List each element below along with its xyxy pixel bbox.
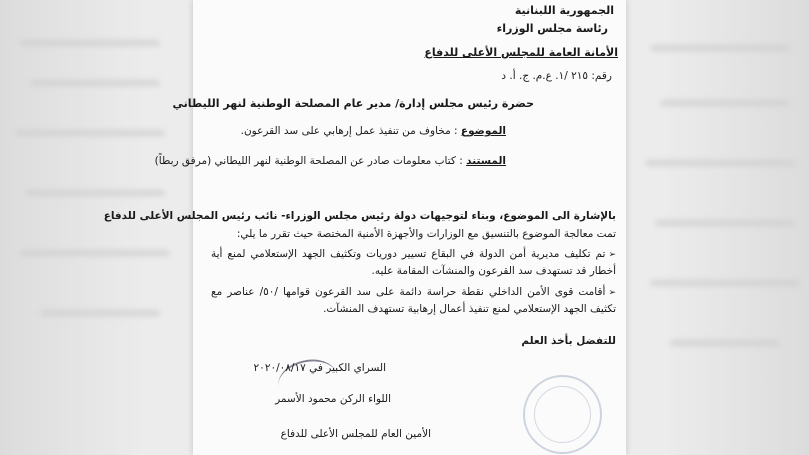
body-line-2: تمت معالجة الموضوع بالتنسيق مع الوزارات والأجهزة الأمنية المختصة حيث تقرر ما يلي: [236,228,616,240]
background-blur-line [25,190,165,196]
signer-name: اللواء الركن محمود الأسمر [275,393,391,405]
bullet-arrow-icon: ➢ [608,288,616,298]
subject-text: : مخاوف من تنفيذ عمل إرهابي على سد القرعون. [240,125,458,137]
background-blur-line [645,160,795,166]
background-blur-line [660,100,790,106]
bullet-arrow-icon: ➢ [608,250,616,260]
document-page [103,0,626,455]
header-country: الجمهورية اللبنانية [514,4,614,17]
background-blur-line [15,130,165,136]
place-date: السراي الكبير في ٢٠٢٠/٠٨/١٧ [253,362,386,374]
closing-line: للتفضل بأخذ العلم [521,335,616,347]
background-blur-line [40,310,160,316]
reference-number [501,70,612,83]
header-secretariat: الأمانة العامة للمجلس الأعلى للدفاع [424,46,618,59]
body-point-2-text: أقامت قوى الأمن الداخلي نقطة حراسة دائمة على سد القرعون قوامها /٥٠/ عناصر مع تكثيف الجهد الإستعلامي لمنع تنفيذ أعمال إرهابية تستهدف المنشآت. [211,286,616,315]
official-stamp [523,375,602,454]
reference-document-text: : كتاب معلومات صادر عن المصلحة الوطنية لنهر الليطاني (مرفق ربطاً) [154,155,463,167]
reference-document-line [155,155,506,168]
background-blur-line [20,250,170,256]
background-blur-line [670,340,780,346]
signer-title: الأمين العام للمجلس الأعلى للدفاع [280,428,431,440]
background-blur-line [655,220,795,226]
subject-label: الموضوع [460,125,506,137]
subject-line [241,125,506,138]
body-point-2 [211,284,616,317]
reference-document-label: المستند [466,155,506,167]
header-office: رئاسة مجلس الوزراء [496,22,608,35]
background-blur-line [20,40,160,46]
body-point-1 [211,246,616,279]
body-point-1-text: تم تكليف مديرية أمن الدولة في البقاع تسيير دوريات وتكثيف الجهد الإستعلامي لمنع أية أخطار قد تستهدف سد القرعون والمنشآت المقامة عليه. [211,248,616,277]
background-blur-line [650,280,800,286]
reference-value: ٢١٥ /١. ع.م. ج. أ. د [501,70,589,82]
background-blur-line [650,45,790,51]
reference-label: رقم: [591,70,612,82]
body-intro: بالإشارة الى الموضوع، وبناء لتوجيهات دولة رئيس مجلس الوزراء- نائب رئيس المجلس الأعلى للدفاع [103,210,616,222]
addressee: حضرة رئيس مجلس إدارة/ مدير عام المصلحة الوطنية لنهر الليطاني [172,97,534,110]
background-blur-line [30,80,160,86]
